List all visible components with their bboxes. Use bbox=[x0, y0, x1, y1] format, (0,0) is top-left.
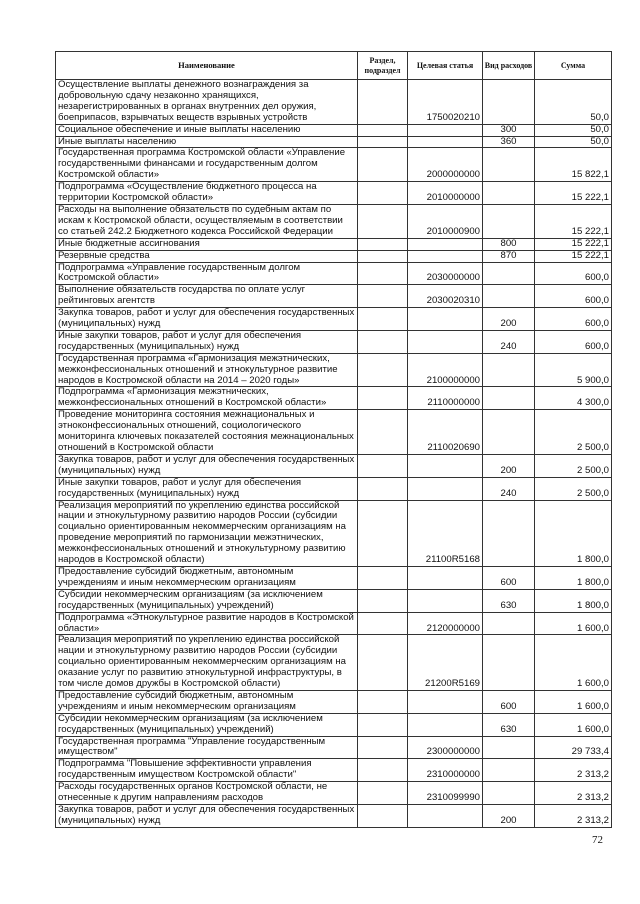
cell-name: Социальное обеспечение и иные выплаты населению bbox=[56, 124, 358, 136]
header-celevaya: Целевая статья bbox=[408, 52, 483, 80]
header-razdel: Раздел, подраздел bbox=[358, 52, 408, 80]
cell-name: Закупка товаров, работ и услуг для обеспечения государственных (муниципальных) нужд bbox=[56, 308, 358, 331]
cell-vid bbox=[483, 759, 535, 782]
page-number: 72 bbox=[592, 834, 603, 846]
cell-celevaya: 2110020690 bbox=[408, 410, 483, 455]
table-row bbox=[56, 330, 612, 353]
table-row bbox=[56, 477, 612, 500]
table-row bbox=[56, 353, 612, 387]
cell-razdel bbox=[358, 353, 408, 387]
cell-celevaya: 2110000000 bbox=[408, 387, 483, 410]
cell-razdel bbox=[358, 500, 408, 566]
cell-vid bbox=[483, 612, 535, 635]
cell-name: Субсидии некоммерческим организациям (за исключением государственных (муниципальных) учреждений) bbox=[56, 589, 358, 612]
cell-vid bbox=[483, 736, 535, 759]
cell-vid bbox=[483, 500, 535, 566]
cell-summa: 15 222,1 bbox=[535, 238, 612, 250]
cell-celevaya bbox=[408, 713, 483, 736]
cell-vid: 800 bbox=[483, 238, 535, 250]
cell-celevaya: 2100000000 bbox=[408, 353, 483, 387]
cell-celevaya bbox=[408, 250, 483, 262]
cell-celevaya: 21100R5168 bbox=[408, 500, 483, 566]
cell-summa: 1 600,0 bbox=[535, 713, 612, 736]
cell-summa: 50,0 bbox=[535, 124, 612, 136]
cell-vid: 360 bbox=[483, 136, 535, 148]
table-row bbox=[56, 148, 612, 182]
table-row bbox=[56, 410, 612, 455]
table-row bbox=[56, 805, 612, 828]
cell-razdel bbox=[358, 477, 408, 500]
cell-vid: 630 bbox=[483, 713, 535, 736]
cell-vid: 200 bbox=[483, 805, 535, 828]
cell-razdel bbox=[358, 387, 408, 410]
cell-summa: 600,0 bbox=[535, 308, 612, 331]
table-header-row bbox=[56, 52, 612, 80]
cell-celevaya bbox=[408, 454, 483, 477]
table-body bbox=[56, 80, 612, 828]
cell-celevaya bbox=[408, 566, 483, 589]
cell-vid: 200 bbox=[483, 454, 535, 477]
cell-summa: 600,0 bbox=[535, 285, 612, 308]
cell-celevaya: 2300000000 bbox=[408, 736, 483, 759]
cell-celevaya bbox=[408, 238, 483, 250]
cell-razdel bbox=[358, 635, 408, 691]
table-row bbox=[56, 204, 612, 238]
table-row bbox=[56, 80, 612, 125]
cell-razdel bbox=[358, 148, 408, 182]
cell-razdel bbox=[358, 330, 408, 353]
cell-razdel bbox=[358, 566, 408, 589]
cell-razdel bbox=[358, 136, 408, 148]
cell-celevaya: 2030020310 bbox=[408, 285, 483, 308]
cell-name: Иные закупки товаров, работ и услуг для обеспечения государственных (муниципальных) нужд bbox=[56, 330, 358, 353]
cell-summa: 2 313,2 bbox=[535, 782, 612, 805]
cell-name: Подпрограмма «Управление государственным долгом Костромской области» bbox=[56, 262, 358, 285]
cell-summa: 50,0 bbox=[535, 80, 612, 125]
cell-summa: 600,0 bbox=[535, 330, 612, 353]
budget-table bbox=[55, 51, 612, 828]
cell-summa: 600,0 bbox=[535, 262, 612, 285]
table-row bbox=[56, 782, 612, 805]
cell-celevaya bbox=[408, 690, 483, 713]
cell-summa: 2 500,0 bbox=[535, 477, 612, 500]
cell-vid bbox=[483, 148, 535, 182]
cell-razdel bbox=[358, 589, 408, 612]
cell-vid: 600 bbox=[483, 690, 535, 713]
table-row bbox=[56, 454, 612, 477]
cell-summa: 4 300,0 bbox=[535, 387, 612, 410]
cell-name: Государственная программа "Управление государственным имуществом" bbox=[56, 736, 358, 759]
cell-name: Предоставление субсидий бюджетным, автономным учреждениям и иным некоммерческим организациям bbox=[56, 566, 358, 589]
cell-name: Реализация мероприятий по укреплению единства российской нации и этнокультурному развитию народов России (субсидии социально ориентированным некоммерческим организациям на оказание услуг по развитию этнокультурной инфраструктуры, в том числе домов дружбы в Костромской области) bbox=[56, 635, 358, 691]
cell-razdel bbox=[358, 80, 408, 125]
cell-summa: 29 733,4 bbox=[535, 736, 612, 759]
cell-celevaya: 21200R5169 bbox=[408, 635, 483, 691]
cell-name: Расходы государственных органов Костромской области, не отнесенные к другим направлениям расходов bbox=[56, 782, 358, 805]
cell-vid bbox=[483, 182, 535, 205]
cell-vid bbox=[483, 262, 535, 285]
cell-name: Иные закупки товаров, работ и услуг для обеспечения государственных (муниципальных) нужд bbox=[56, 477, 358, 500]
cell-name: Расходы на выполнение обязательств по судебным актам по искам к Костромской области, осуществляемым в соответствии со статьей 242.2 Бюджетного кодекса Российской Федерации bbox=[56, 204, 358, 238]
cell-summa: 2 500,0 bbox=[535, 454, 612, 477]
cell-vid bbox=[483, 204, 535, 238]
cell-summa: 1 800,0 bbox=[535, 589, 612, 612]
cell-razdel bbox=[358, 713, 408, 736]
cell-name: Осуществление выплаты денежного вознаграждения за добровольную сдачу незаконно хранящихся, незарегистрированных в органах внутренних дел оружия, боеприпасов, взрывчатых веществ взрывных устройств bbox=[56, 80, 358, 125]
cell-razdel bbox=[358, 262, 408, 285]
cell-razdel bbox=[358, 308, 408, 331]
cell-celevaya bbox=[408, 136, 483, 148]
cell-celevaya bbox=[408, 124, 483, 136]
table-row bbox=[56, 690, 612, 713]
cell-vid bbox=[483, 635, 535, 691]
table-row bbox=[56, 612, 612, 635]
cell-name: Закупка товаров, работ и услуг для обеспечения государственных (муниципальных) нужд bbox=[56, 805, 358, 828]
table-row bbox=[56, 182, 612, 205]
cell-summa: 15 822,1 bbox=[535, 148, 612, 182]
cell-razdel bbox=[358, 124, 408, 136]
table-row bbox=[56, 566, 612, 589]
cell-name: Подпрограмма "Повышение эффективности управления государственным имуществом Костромской области" bbox=[56, 759, 358, 782]
cell-celevaya: 2030000000 bbox=[408, 262, 483, 285]
table-row bbox=[56, 635, 612, 691]
cell-razdel bbox=[358, 454, 408, 477]
cell-name: Подпрограмма «Осуществление бюджетного процесса на территории Костромской области» bbox=[56, 182, 358, 205]
cell-razdel bbox=[358, 759, 408, 782]
cell-summa: 1 800,0 bbox=[535, 566, 612, 589]
cell-razdel bbox=[358, 612, 408, 635]
cell-summa: 50,0 bbox=[535, 136, 612, 148]
cell-summa: 2 500,0 bbox=[535, 410, 612, 455]
cell-summa: 1 600,0 bbox=[535, 612, 612, 635]
cell-name: Предоставление субсидий бюджетным, автономным учреждениям и иным некоммерческим организациям bbox=[56, 690, 358, 713]
cell-vid: 200 bbox=[483, 308, 535, 331]
cell-razdel bbox=[358, 805, 408, 828]
cell-name: Государственная программа Костромской области «Управление государственными финансами и государственным долгом Костромской области» bbox=[56, 148, 358, 182]
header-vid: Вид расходов bbox=[483, 52, 535, 80]
cell-vid: 630 bbox=[483, 589, 535, 612]
cell-summa: 2 313,2 bbox=[535, 759, 612, 782]
cell-vid bbox=[483, 285, 535, 308]
table-row bbox=[56, 124, 612, 136]
cell-vid: 240 bbox=[483, 330, 535, 353]
cell-vid: 600 bbox=[483, 566, 535, 589]
cell-summa: 1 600,0 bbox=[535, 690, 612, 713]
cell-name: Проведение мониторинга состояния межнациональных и этноконфессиональных отношений, социологического мониторинга ключевых показателей состояния межнациональных отношений в Костромской области bbox=[56, 410, 358, 455]
table-row bbox=[56, 250, 612, 262]
cell-celevaya: 2010000000 bbox=[408, 182, 483, 205]
cell-name: Подпрограмма «Этнокультурное развитие народов в Костромской области» bbox=[56, 612, 358, 635]
table-row bbox=[56, 308, 612, 331]
table-row bbox=[56, 713, 612, 736]
cell-name: Реализация мероприятий по укреплению единства российской нации и этнокультурному развитию народов России (субсидии социально ориентированным некоммерческим организациям на проведение мероприятий по гармонизации межэтнических, межконфессиональных отношений и этнокультурному развитию народов в Костромской области) bbox=[56, 500, 358, 566]
cell-summa: 15 222,1 bbox=[535, 204, 612, 238]
cell-celevaya bbox=[408, 477, 483, 500]
cell-celevaya: 2000000000 bbox=[408, 148, 483, 182]
header-name: Наименование bbox=[56, 52, 358, 80]
cell-razdel bbox=[358, 782, 408, 805]
cell-summa: 1 800,0 bbox=[535, 500, 612, 566]
cell-razdel bbox=[358, 250, 408, 262]
table-row bbox=[56, 285, 612, 308]
cell-name: Государственная программа «Гармонизация межэтнических, межконфессиональных отношений и этнокультурное развитие народов в Костромской области на 2014 – 2020 годы» bbox=[56, 353, 358, 387]
cell-summa: 15 222,1 bbox=[535, 250, 612, 262]
table-row bbox=[56, 736, 612, 759]
cell-razdel bbox=[358, 182, 408, 205]
table-row bbox=[56, 759, 612, 782]
cell-razdel bbox=[358, 238, 408, 250]
cell-name: Подпрограмма «Гармонизация межэтнических, межконфессиональных отношений в Костромской области» bbox=[56, 387, 358, 410]
cell-name: Иные бюджетные ассигнования bbox=[56, 238, 358, 250]
cell-celevaya bbox=[408, 805, 483, 828]
cell-celevaya bbox=[408, 330, 483, 353]
header-summa: Сумма bbox=[535, 52, 612, 80]
table-row bbox=[56, 589, 612, 612]
cell-razdel bbox=[358, 736, 408, 759]
cell-name: Резервные средства bbox=[56, 250, 358, 262]
cell-summa: 1 600,0 bbox=[535, 635, 612, 691]
table-row bbox=[56, 387, 612, 410]
cell-razdel bbox=[358, 690, 408, 713]
cell-vid: 870 bbox=[483, 250, 535, 262]
cell-celevaya bbox=[408, 308, 483, 331]
cell-summa: 2 313,2 bbox=[535, 805, 612, 828]
table-row bbox=[56, 238, 612, 250]
cell-name: Выполнение обязательств государства по оплате услуг рейтинговых агентств bbox=[56, 285, 358, 308]
cell-name: Закупка товаров, работ и услуг для обеспечения государственных (муниципальных) нужд bbox=[56, 454, 358, 477]
cell-celevaya bbox=[408, 589, 483, 612]
table-row bbox=[56, 136, 612, 148]
cell-vid: 240 bbox=[483, 477, 535, 500]
cell-razdel bbox=[358, 204, 408, 238]
cell-celevaya: 2310000000 bbox=[408, 759, 483, 782]
cell-vid: 300 bbox=[483, 124, 535, 136]
cell-razdel bbox=[358, 285, 408, 308]
cell-vid bbox=[483, 410, 535, 455]
cell-vid bbox=[483, 80, 535, 125]
cell-razdel bbox=[358, 410, 408, 455]
cell-summa: 15 222,1 bbox=[535, 182, 612, 205]
cell-celevaya: 2310099990 bbox=[408, 782, 483, 805]
cell-celevaya: 2120000000 bbox=[408, 612, 483, 635]
table-row bbox=[56, 500, 612, 566]
cell-name: Субсидии некоммерческим организациям (за исключением государственных (муниципальных) учреждений) bbox=[56, 713, 358, 736]
cell-vid bbox=[483, 387, 535, 410]
cell-celevaya: 2010000900 bbox=[408, 204, 483, 238]
cell-vid bbox=[483, 353, 535, 387]
cell-name: Иные выплаты населению bbox=[56, 136, 358, 148]
cell-summa: 5 900,0 bbox=[535, 353, 612, 387]
cell-vid bbox=[483, 782, 535, 805]
cell-celevaya: 1750020210 bbox=[408, 80, 483, 125]
table-row bbox=[56, 262, 612, 285]
